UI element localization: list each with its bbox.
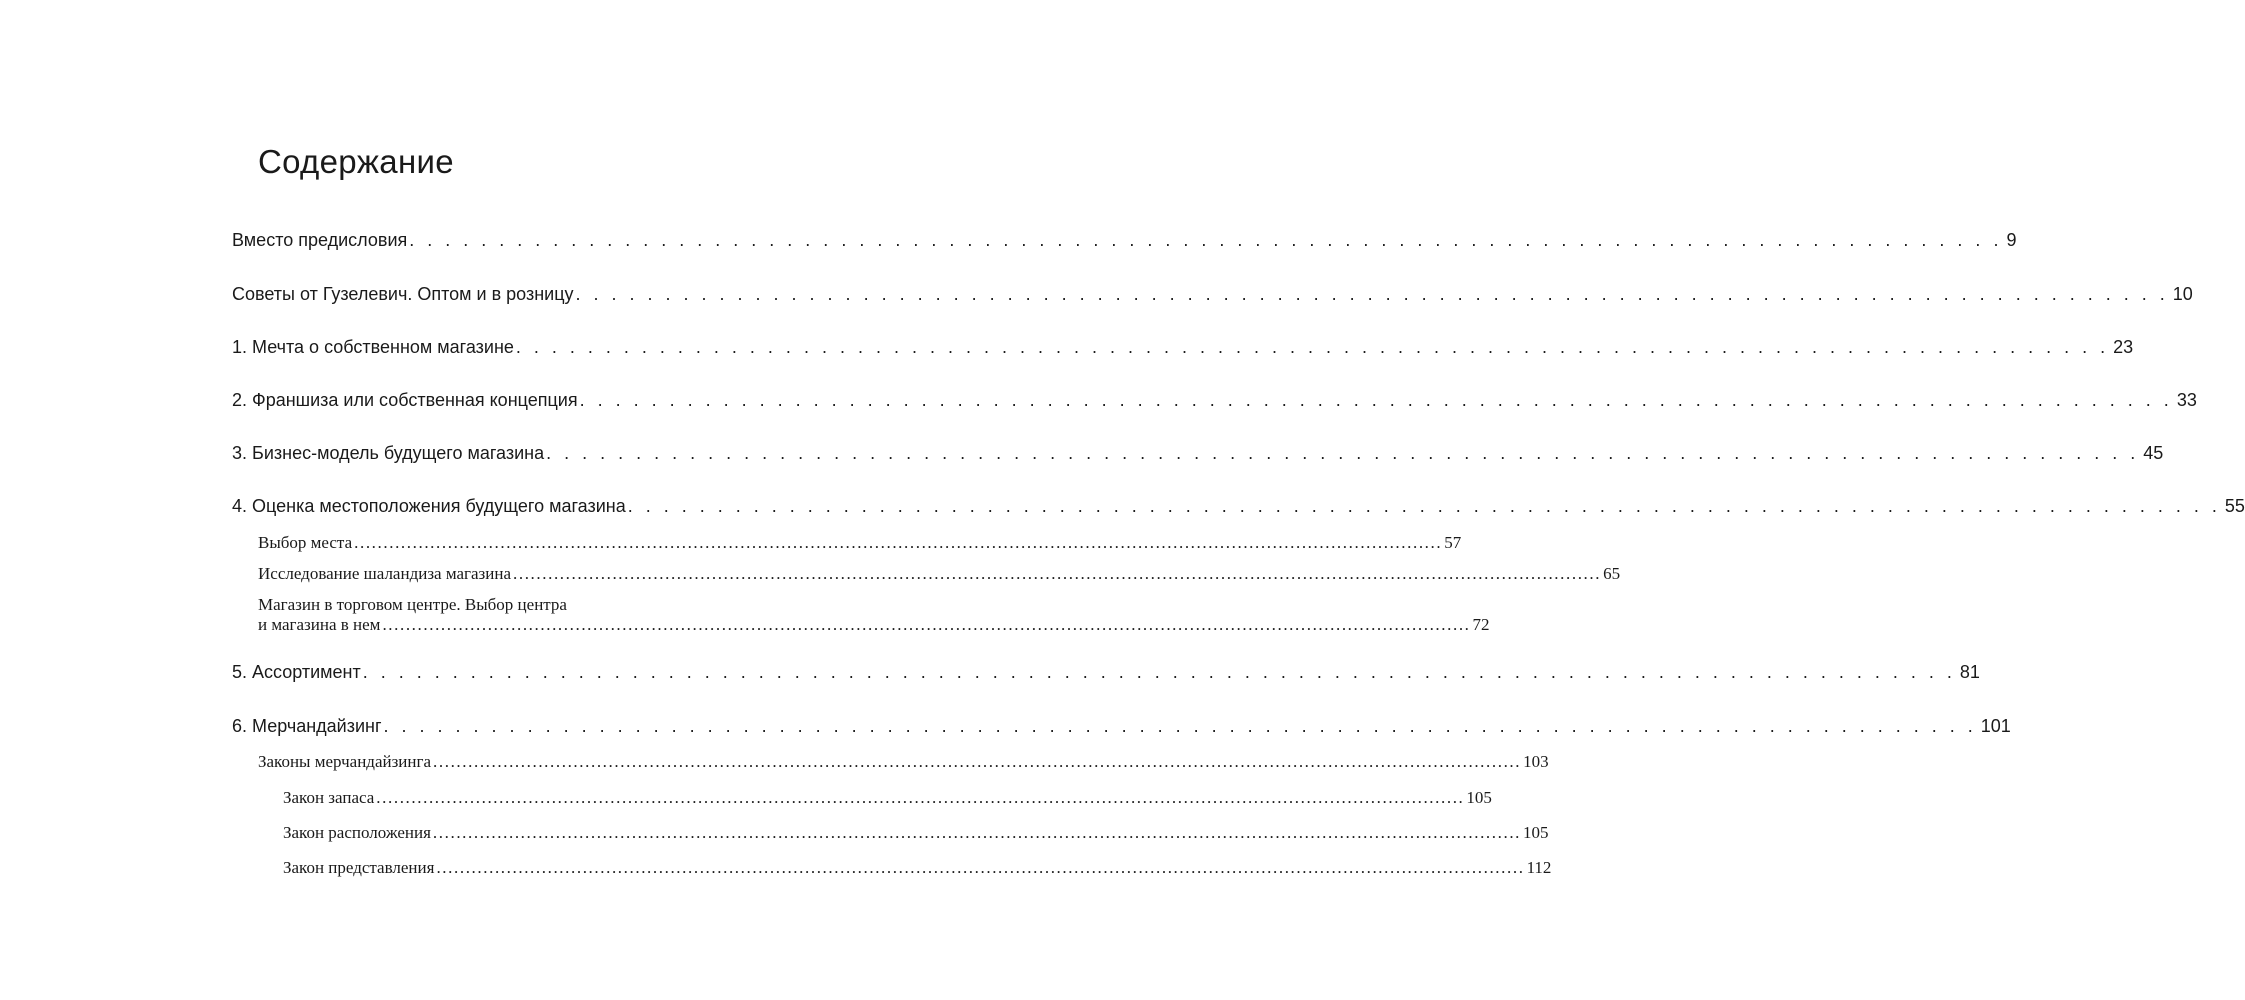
toc-entry-title: 1. Мечта о собственном магазине	[232, 337, 514, 357]
toc-entry-title: 5. Ассортимент	[232, 662, 361, 682]
toc-entry-page: 9	[2006, 230, 2017, 250]
toc-entry-page: 81	[1959, 662, 1980, 682]
dot-leader: . . . . . . . . . . . . . . . . . . . . . . . . . . . . . . . . . . . . . . . . . . . . . . . . . . . . . . . . . . . . . . . . . . . . . . . . . . . . . . . . . . . . . . . . .	[409, 230, 2003, 250]
toc-subentry	[258, 531, 1462, 555]
toc-entry-title-line: Магазин в торговом центре. Выбор центра	[258, 595, 567, 614]
toc-entry-page: 55	[2224, 496, 2245, 516]
page-title: Содержание	[258, 143, 454, 180]
toc-entry-title: 6. Мерчандайзинг	[232, 716, 382, 736]
toc-entry-title: 4. Оценка местоположения будущего магазина	[232, 496, 626, 516]
toc-subentry	[258, 613, 1490, 637]
toc-entry	[232, 659, 1980, 685]
toc-entry-title: 2. Франшиза или собственная концепция	[232, 390, 578, 410]
toc-entry-title: Советы от Гузелевич. Оптом и в розницу	[232, 284, 574, 304]
toc-entry	[232, 227, 2017, 253]
toc-entry	[232, 281, 2193, 307]
toc-entry-title: Закон запаса	[283, 788, 375, 807]
toc-entry-page: 105	[1466, 788, 1492, 807]
toc-entry-page: 33	[2176, 390, 2197, 410]
toc-entry-page: 72	[1472, 615, 1490, 634]
toc-subentry	[258, 562, 1621, 586]
dot-leader: . . . . . . . . . . . . . . . . . . . . . . . . . . . . . . . . . . . . . . . . . . . . . . . . . . . . . . . . . . . . . . . . . . . . . . . . . . . . . . . . . . . . . . . . .	[627, 496, 2221, 516]
dot-leader: ..........................................................................................................................................................................................	[432, 823, 1522, 842]
dot-leader: ..........................................................................................................................................................................................	[354, 533, 1443, 552]
toc-subsubentry	[283, 856, 1552, 880]
toc-entry-page: 103	[1523, 752, 1549, 771]
dot-leader: . . . . . . . . . . . . . . . . . . . . . . . . . . . . . . . . . . . . . . . . . . . . . . . . . . . . . . . . . . . . . . . . . . . . . . . . . . . . . . . . . . . . . . . . .	[515, 337, 2110, 357]
toc-entry-title: Выбор места	[258, 533, 353, 552]
toc-entry-title: Вместо предисловия	[232, 230, 408, 250]
toc-entry-page: 45	[2143, 443, 2164, 463]
dot-leader: ..........................................................................................................................................................................................	[513, 564, 1602, 583]
toc-entry-title: и магазина в нем	[258, 615, 381, 634]
dot-leader: . . . . . . . . . . . . . . . . . . . . . . . . . . . . . . . . . . . . . . . . . . . . . . . . . . . . . . . . . . . . . . . . . . . . . . . . . . . . . . . . . . . . . . . . .	[546, 443, 2140, 463]
toc-entry	[232, 387, 2197, 413]
toc-entry-page: 101	[1980, 716, 2011, 736]
toc-entry	[232, 440, 2164, 466]
dot-leader: ..........................................................................................................................................................................................	[436, 858, 1525, 877]
dot-leader: . . . . . . . . . . . . . . . . . . . . . . . . . . . . . . . . . . . . . . . . . . . . . . . . . . . . . . . . . . . . . . . . . . . . . . . . . . . . . . . . . . . . . . . . .	[575, 284, 2169, 304]
dot-leader: ..........................................................................................................................................................................................	[433, 752, 1522, 771]
toc-entry	[232, 493, 2245, 519]
toc-subsubentry	[283, 821, 1549, 845]
toc-subsubentry	[283, 786, 1492, 810]
toc-entry	[232, 334, 2134, 360]
toc-entry-page: 105	[1523, 823, 1549, 842]
toc-entry-title: Закон представления	[283, 858, 435, 877]
toc-entry-title: Законы мерчандайзинга	[258, 752, 432, 771]
toc-entry-page: 10	[2172, 284, 2193, 304]
dot-leader: ..........................................................................................................................................................................................	[382, 615, 1471, 634]
dot-leader: ..........................................................................................................................................................................................	[376, 788, 1465, 807]
toc-subentry	[258, 750, 1549, 774]
toc-entry-title: Исследование шаландиза магазина	[258, 564, 511, 583]
dot-leader: . . . . . . . . . . . . . . . . . . . . . . . . . . . . . . . . . . . . . . . . . . . . . . . . . . . . . . . . . . . . . . . . . . . . . . . . . . . . . . . . . . . . . . . . .	[383, 716, 1977, 736]
toc-entry-page: 112	[1526, 858, 1552, 877]
toc-entry	[232, 713, 2011, 739]
toc-entry-title: Закон расположения	[283, 823, 431, 842]
toc-entry-page: 57	[1444, 533, 1462, 552]
dot-leader: . . . . . . . . . . . . . . . . . . . . . . . . . . . . . . . . . . . . . . . . . . . . . . . . . . . . . . . . . . . . . . . . . . . . . . . . . . . . . . . . . . . . . . . . .	[362, 662, 1956, 682]
dot-leader: . . . . . . . . . . . . . . . . . . . . . . . . . . . . . . . . . . . . . . . . . . . . . . . . . . . . . . . . . . . . . . . . . . . . . . . . . . . . . . . . . . . . . . . . .	[579, 390, 2173, 410]
toc-entry-title: 3. Бизнес-модель будущего магазина	[232, 443, 545, 463]
toc-entry-page: 23	[2113, 337, 2134, 357]
toc-entry-page: 65	[1603, 564, 1621, 583]
